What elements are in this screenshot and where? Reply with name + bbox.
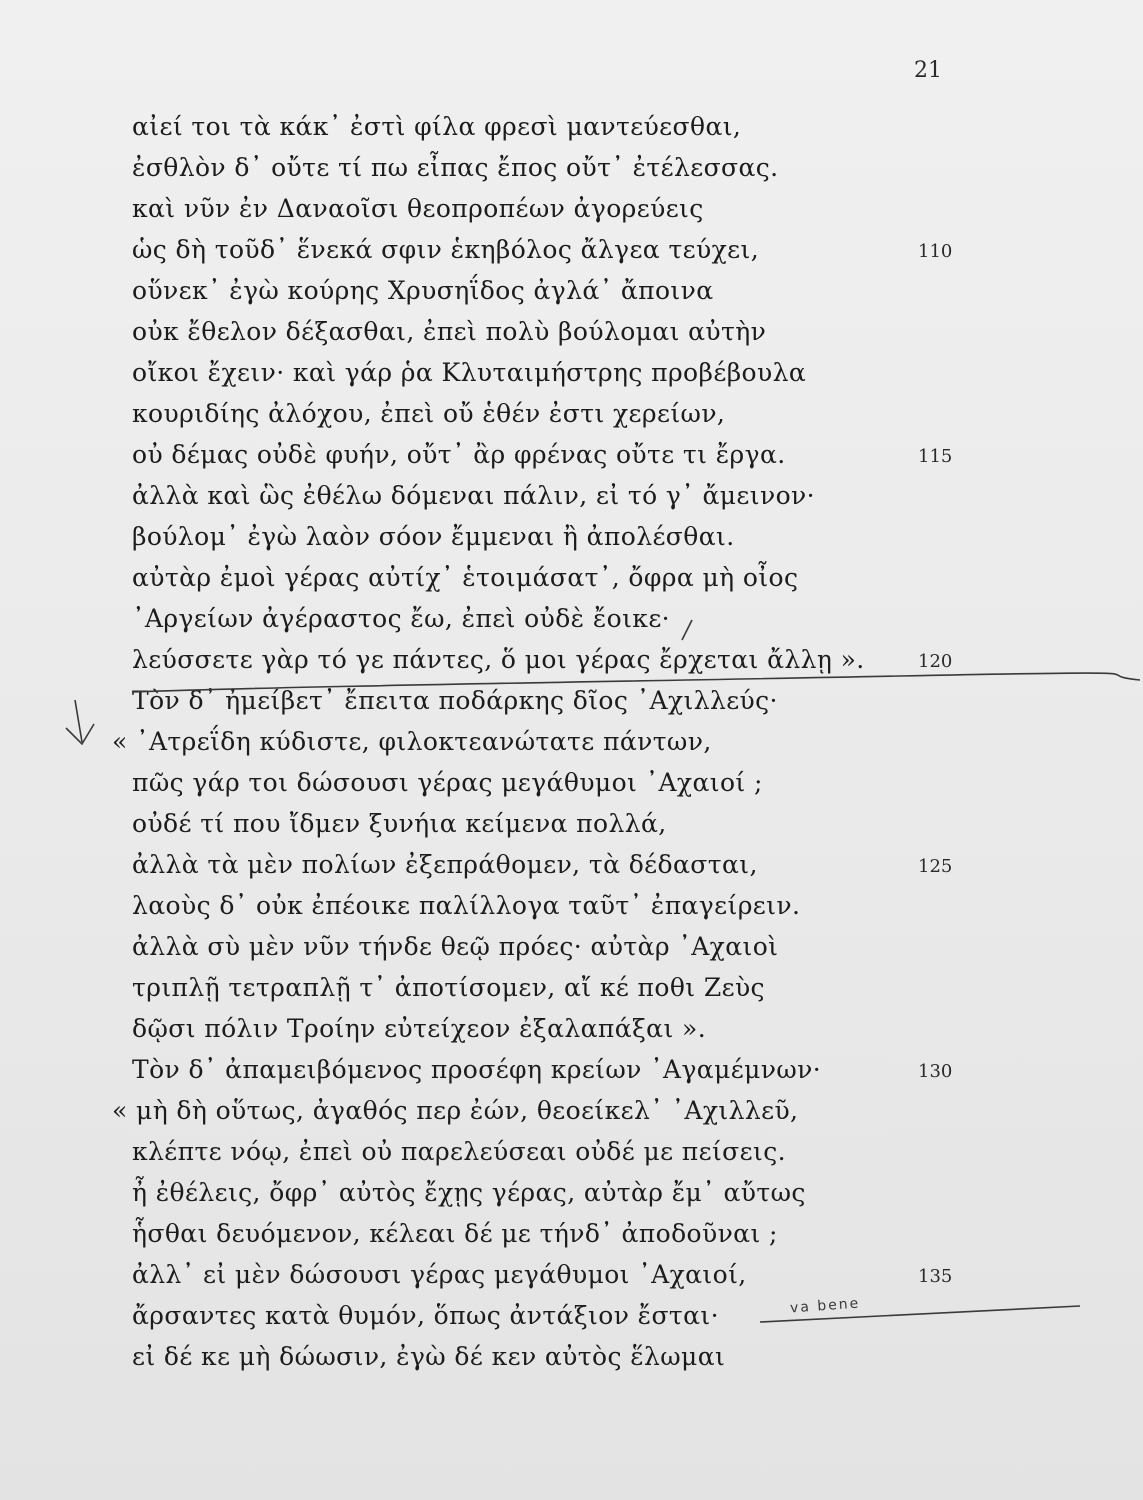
verse-text: « ᾽Ατρεΐδη κύδιστε, φιλοκτεανώτατε πάντων,: [112, 727, 712, 756]
pencil-arrow-icon: [66, 700, 94, 744]
line-number-130: 130: [918, 1061, 953, 1082]
verse-text: ἐσθλὸν δ᾽ οὔτε τί πω εἶπας ἔπος οὔτ᾽ ἐτέλεσσας.: [132, 153, 779, 182]
verse-text: λεύσσετε γὰρ τό γε πάντες, ὅ μοι γέρας ἔρχεται ἄλλῃ ».: [132, 645, 865, 674]
line-number-135: 135: [918, 1266, 953, 1287]
verse-text: λαοὺς δ᾽ οὐκ ἐπέοικε παλίλλογα ταῦτ᾽ ἐπαγείρειν.: [132, 891, 801, 920]
pencil-underline-top: [132, 673, 1140, 692]
verse-text: ἀλλὰ τὰ μὲν πολίων ἐξεπράθομεν, τὰ δέδασται,: [132, 850, 758, 879]
pencil-slash-line-119: [682, 620, 692, 640]
verse-text: Τὸν δ᾽ ἠμείβετ᾽ ἔπειτα ποδάρκης δῖος ᾽Αχιλλεύς·: [132, 686, 778, 715]
verse-text: εἰ δέ κε μὴ δώωσιν, ἐγὼ δέ κεν αὐτὸς ἕλωμαι: [132, 1342, 726, 1371]
verse-text: αὐτὰρ ἐμοὶ γέρας αὐτίχ᾽ ἑτοιμάσατ᾽, ὄφρα μὴ οἶος: [132, 563, 799, 592]
verse-text: Τὸν δ᾽ ἀπαμειβόμενος προσέφη κρείων ᾽Αγαμέμνων·: [132, 1055, 822, 1084]
verse-text: καὶ νῦν ἐν Δαναοῖσι θεοπροπέων ἀγορεύεις: [132, 194, 704, 223]
line-number-120: 120: [918, 651, 953, 672]
verse-text: τριπλῇ τετραπλῇ τ᾽ ἀποτίσομεν, αἴ κέ ποθι Ζεὺς: [132, 973, 765, 1002]
verse-text: οὕνεκ᾽ ἐγὼ κούρης Χρυσηΐδος ἀγλά᾽ ἄποινα: [132, 276, 714, 305]
verse-text: αἰεί τοι τὰ κάκ᾽ ἐστὶ φίλα φρεσὶ μαντεύεσθαι,: [132, 112, 742, 141]
verse-text: οὐκ ἔθελον δέξασθαι, ἐπεὶ πολὺ βούλομαι αὐτὴν: [132, 317, 767, 346]
page-number: 21: [914, 58, 942, 83]
line-number-110: 110: [918, 241, 953, 262]
verse-text: δῷσι πόλιν Τροίην εὐτείχεον ἐξαλαπάξαι ».: [132, 1014, 707, 1043]
verse-text: οὐδέ τί που ἴδμεν ξυνήια κείμενα πολλά,: [132, 809, 667, 838]
verse-text: ἀλλὰ σὺ μὲν νῦν τήνδε θεῷ πρόες· αὐτὰρ ᾽Αχαιοὶ: [132, 932, 779, 961]
verse-text: οἴκοι ἔχειν· καὶ γάρ ῥα Κλυταιμήστρης προβέβουλα: [132, 358, 807, 387]
verse-text: ἄρσαντες κατὰ θυμόν, ὅπως ἀντάξιον ἔσται·: [132, 1301, 719, 1330]
verse-text: κλέπτε νόῳ, ἐπεὶ οὐ παρελεύσεαι οὐδέ με πείσεις.: [132, 1137, 786, 1166]
line-number-115: 115: [918, 446, 953, 467]
line-number-125: 125: [918, 856, 953, 877]
verse-text: ἦ ἐθέλεις, ὄφρ᾽ αὐτὸς ἔχῃς γέρας, αὐτὰρ ἔμ᾽ αὔτως: [132, 1178, 806, 1207]
verse-text: ἀλλὰ καὶ ὣς ἐθέλω δόμεναι πάλιν, εἰ τό γ᾽ ἄμεινον·: [132, 481, 815, 510]
verse-text: ὡς δὴ τοῦδ᾽ ἕνεκά σφιν ἑκηβόλος ἄλγεα τεύχει,: [132, 235, 760, 264]
verse-text: ἀλλ᾽ εἰ μὲν δώσουσι γέρας μεγάθυμοι ᾽Αχαιοί,: [132, 1260, 747, 1289]
verse-text: πῶς γάρ τοι δώσουσι γέρας μεγάθυμοι ᾽Αχαιοί ;: [132, 768, 763, 797]
verse-text: οὐ δέμας οὐδὲ φυήν, οὔτ᾽ ἂρ φρένας οὔτε τι ἔργα.: [132, 440, 786, 469]
verse-text: βούλομ᾽ ἐγὼ λαὸν σόον ἔμμεναι ἢ ἀπολέσθαι.: [132, 522, 735, 551]
verse-text: ἧσθαι δευόμενον, κέλεαι δέ με τήνδ᾽ ἀποδοῦναι ;: [132, 1219, 778, 1248]
pencil-note: va bene: [789, 1295, 861, 1317]
verse-text: ᾽Αργείων ἀγέραστος ἔω, ἐπεὶ οὐδὲ ἔοικε·: [132, 604, 671, 633]
verse-text: κουριδίης ἀλόχου, ἐπεὶ οὔ ἑθέν ἐστι χερείων,: [132, 399, 726, 428]
verse-text: « μὴ δὴ οὕτως, ἀγαθός περ ἐών, θεοείκελ᾽ ᾽Αχιλλεῦ,: [112, 1096, 799, 1125]
